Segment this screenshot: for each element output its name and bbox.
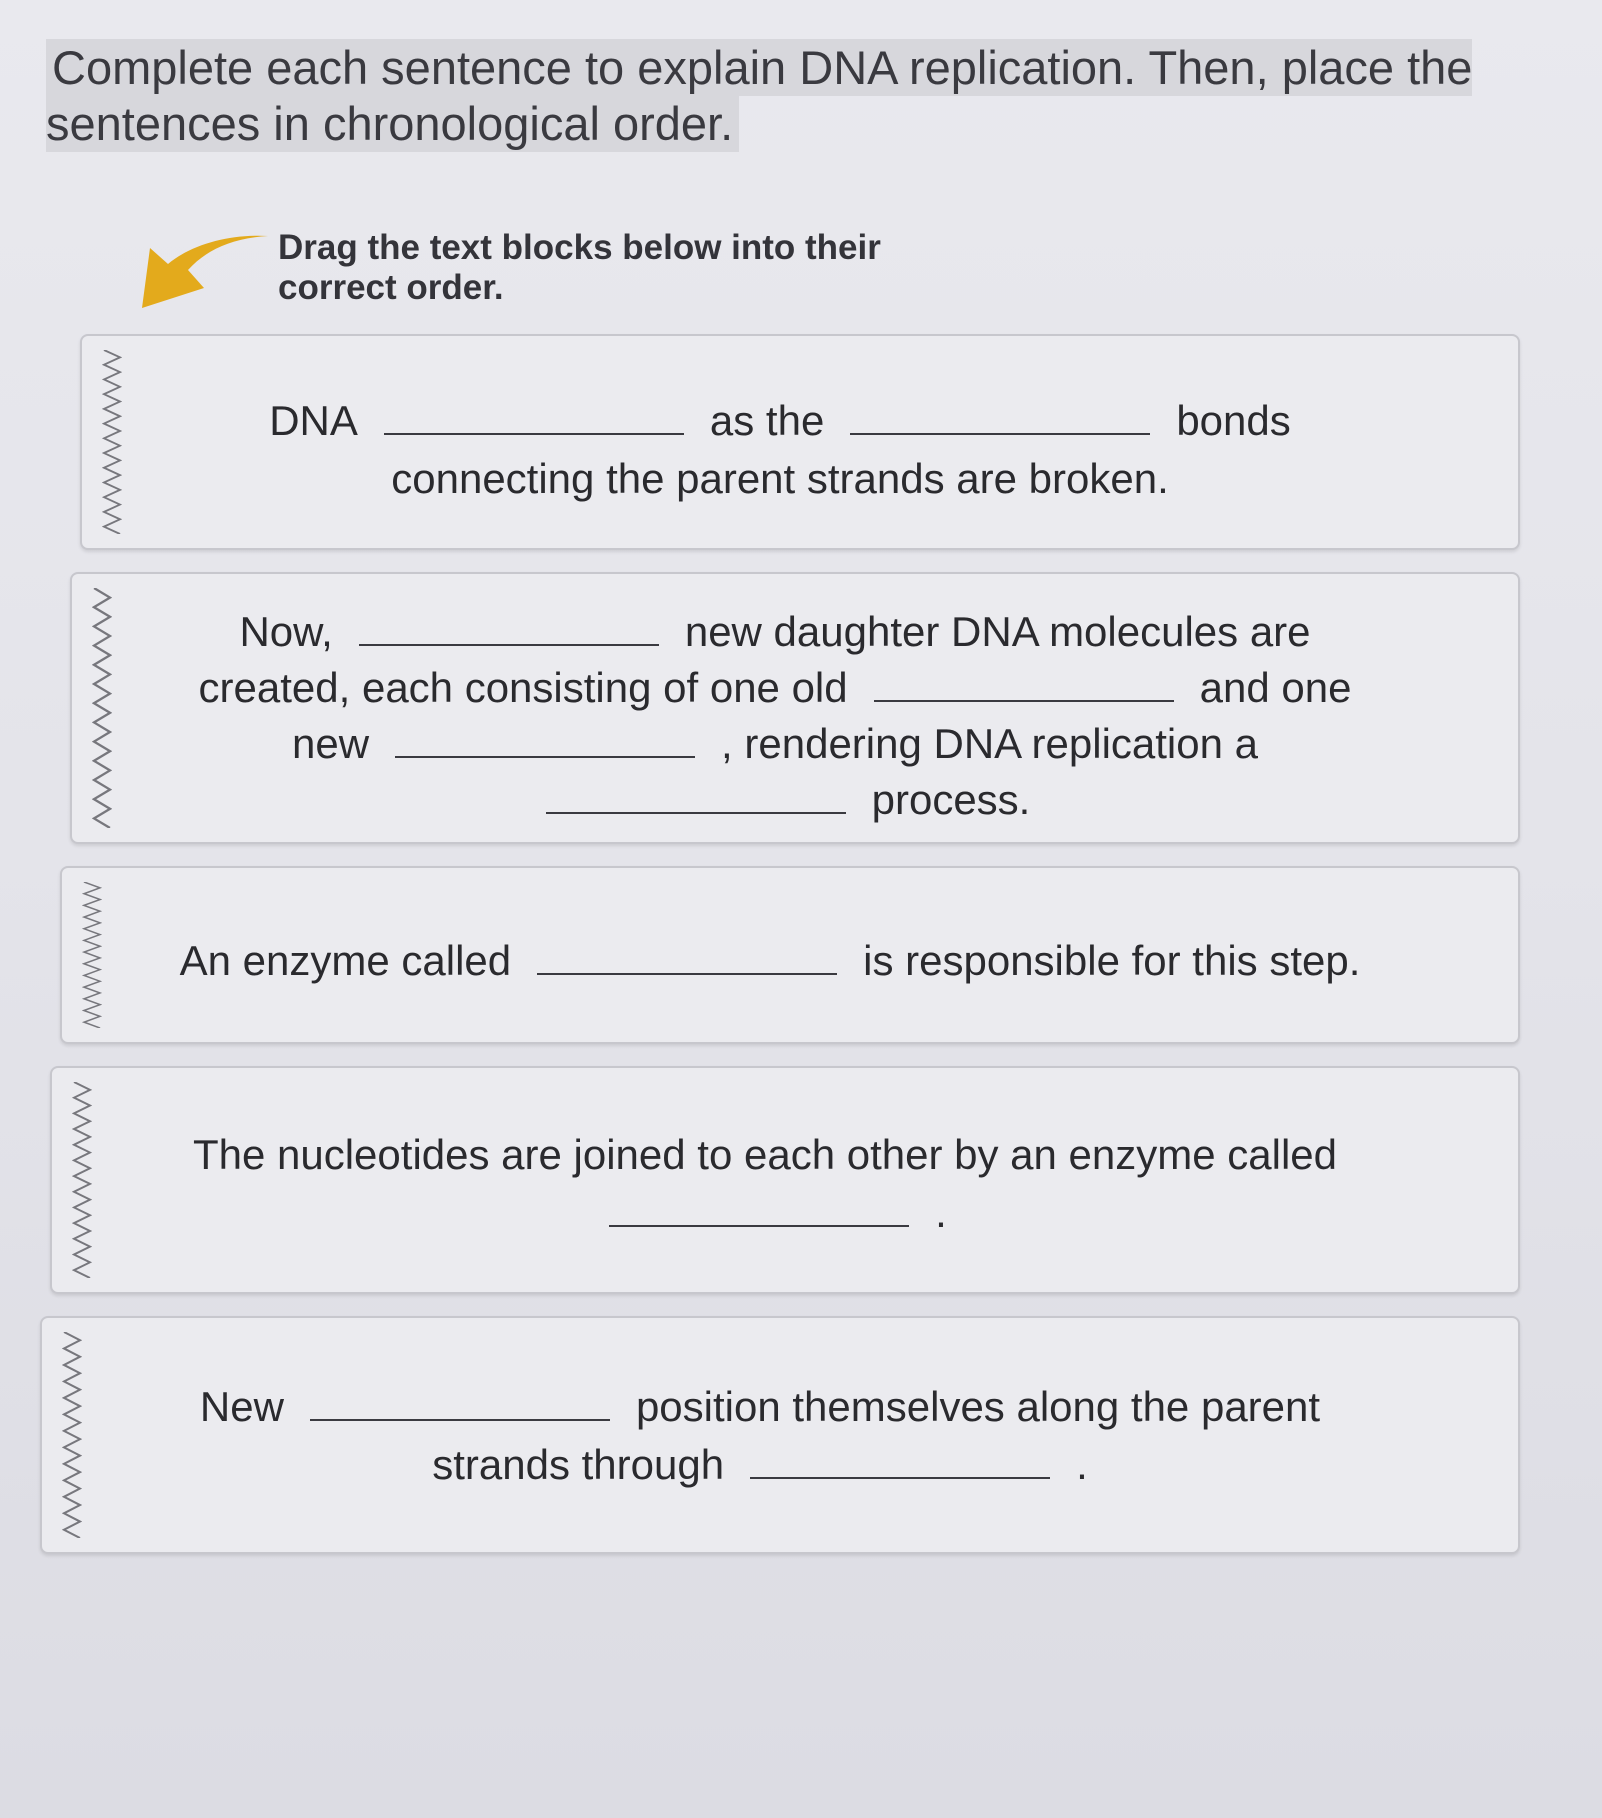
text-segment: DNA [269, 397, 358, 444]
drag-handle-icon[interactable] [82, 882, 102, 1028]
drag-handle-icon[interactable] [92, 588, 112, 828]
blank-input[interactable] [546, 776, 846, 814]
sentence-1 [192, 392, 1368, 508]
text-segment: bonds connecting the parent strands are broken. [391, 397, 1291, 502]
text-segment: as the [709, 397, 825, 444]
blank-input[interactable] [384, 397, 684, 435]
text-segment: The nucleotides are joined to each other by an enzyme called [192, 1131, 1338, 1178]
text-segment: New [199, 1383, 284, 1430]
blank-input[interactable] [750, 1441, 1050, 1479]
sentence-2 [182, 604, 1368, 828]
blank-input[interactable] [850, 397, 1150, 435]
drag-handle-icon[interactable] [72, 1082, 92, 1278]
text-segment: is responsible for this step. [863, 937, 1361, 984]
draggable-block-3[interactable] [60, 866, 1520, 1044]
text-segment: position themselves along the parent strands through [432, 1383, 1321, 1488]
question-prompt [46, 40, 1496, 152]
sentence-5 [152, 1378, 1368, 1494]
blank-input[interactable] [609, 1189, 909, 1227]
arrow-icon [140, 230, 270, 312]
text-segment: and one new [291, 664, 1352, 767]
sentence-3 [172, 932, 1368, 990]
question-text: Complete each sentence to explain DNA replication. Then, place the sentences in chronological order. [46, 41, 1473, 150]
blank-input[interactable] [359, 608, 659, 646]
text-segment: new daughter DNA molecules are created, each consisting of one old [198, 608, 1311, 711]
blank-input[interactable] [874, 664, 1174, 702]
sortable-block-list [40, 334, 1520, 1576]
draggable-block-2[interactable] [70, 572, 1520, 844]
instruction-row [140, 222, 1040, 322]
draggable-block-4[interactable] [50, 1066, 1520, 1294]
drag-handle-icon[interactable] [102, 350, 122, 534]
blank-input[interactable] [310, 1383, 610, 1421]
text-segment: Now, [239, 608, 333, 655]
drag-handle-icon[interactable] [62, 1332, 82, 1538]
draggable-block-1[interactable] [80, 334, 1520, 550]
instruction-text: Drag the text blocks below into their correct order. [278, 228, 881, 307]
draggable-block-5[interactable] [40, 1316, 1520, 1554]
sentence-4 [162, 1126, 1368, 1242]
text-segment: , rendering DNA replication a [721, 720, 1259, 767]
text-segment: An enzyme called [179, 937, 512, 984]
text-segment: . [1076, 1441, 1088, 1488]
text-segment: process. [871, 776, 1031, 823]
blank-input[interactable] [537, 937, 837, 975]
text-segment: . [935, 1189, 947, 1236]
blank-input[interactable] [395, 720, 695, 758]
